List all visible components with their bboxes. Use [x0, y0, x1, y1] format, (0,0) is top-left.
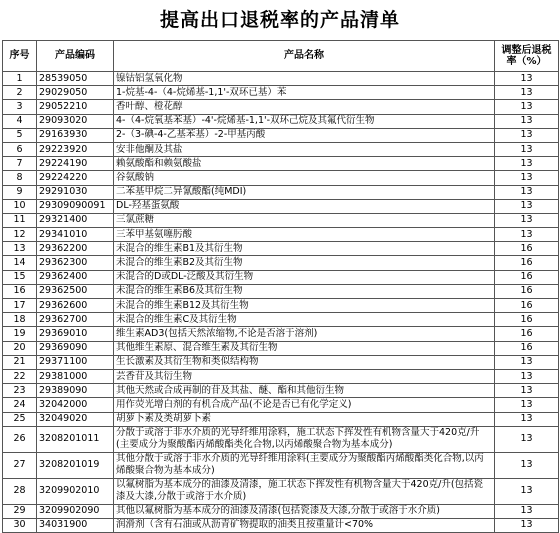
cell-rate: 13	[495, 426, 559, 452]
cell-rate: 13	[495, 518, 559, 532]
cell-code: 29291030	[37, 185, 114, 199]
cell-code: 29362300	[37, 256, 114, 270]
cell-seq: 12	[3, 228, 37, 242]
cell-seq: 9	[3, 185, 37, 199]
cell-rate: 13	[495, 384, 559, 398]
table-row	[3, 270, 559, 284]
table-row	[3, 213, 559, 227]
cell-name: 芸香苷及其衍生物	[114, 369, 495, 383]
cell-code: 29371100	[37, 355, 114, 369]
cell-name: 其他维生素原、混合维生素及其衍生物	[114, 341, 495, 355]
cell-code: 29362200	[37, 242, 114, 256]
cell-rate: 13	[495, 171, 559, 185]
cell-seq: 21	[3, 355, 37, 369]
cell-seq: 2	[3, 86, 37, 100]
cell-code: 3208201019	[37, 452, 114, 478]
cell-seq: 25	[3, 412, 37, 426]
table-row	[3, 478, 559, 504]
cell-seq: 13	[3, 242, 37, 256]
cell-code: 29381000	[37, 369, 114, 383]
cell-name: 未混合的维生素B6及其衍生物	[114, 284, 495, 298]
table-row	[3, 228, 559, 242]
cell-name: 1-烷基-4-（4-烷烯基-1,1'-双环已基）苯	[114, 86, 495, 100]
cell-name: 未混合的维生素B12及其衍生物	[114, 299, 495, 313]
cell-rate: 13	[495, 369, 559, 383]
cell-code: 29362700	[37, 313, 114, 327]
cell-name: 三氯蔗糖	[114, 213, 495, 227]
cell-seq: 18	[3, 313, 37, 327]
table-row	[3, 256, 559, 270]
cell-seq: 6	[3, 142, 37, 156]
table-row	[3, 171, 559, 185]
cell-code: 29224220	[37, 171, 114, 185]
table-row	[3, 142, 559, 156]
cell-name: 2-（3-碘-4-乙基苯基）-2-甲基丙酸	[114, 128, 495, 142]
cell-rate: 13	[495, 100, 559, 114]
cell-seq: 3	[3, 100, 37, 114]
cell-rate: 16	[495, 299, 559, 313]
table-row	[3, 242, 559, 256]
table-row	[3, 199, 559, 213]
cell-name: 未混合的D或DL-泛酸及其衍生物	[114, 270, 495, 284]
cell-seq: 24	[3, 398, 37, 412]
table-row	[3, 327, 559, 341]
cell-rate: 16	[495, 313, 559, 327]
cell-rate: 13	[495, 452, 559, 478]
cell-name: 生长激素及其衍生物和类似结构物	[114, 355, 495, 369]
cell-name: 分散于或溶于非水介质的光导纤维用涂料，施工状态下挥发性有机物含量大于420克/升(主要成分为聚酸酯丙烯酸酯类化合物,以丙烯酸聚合物为基本成分)	[114, 426, 495, 452]
cell-code: 29321400	[37, 213, 114, 227]
cell-name: 维生素AD3(包括天然浓缩物,不论是否溶于溶剂)	[114, 327, 495, 341]
cell-seq: 10	[3, 199, 37, 213]
cell-seq: 22	[3, 369, 37, 383]
cell-name: 香叶醇、橙花醇	[114, 100, 495, 114]
cell-name: 其他分散于或溶于非水介质的光导纤维用涂料(主要成分为聚酸酯丙烯酸酯类化合物,以丙烯酸聚合物为基本成分)	[114, 452, 495, 478]
table-row	[3, 426, 559, 452]
cell-rate: 13	[495, 478, 559, 504]
cell-code: 29093020	[37, 114, 114, 128]
cell-name: 其他以氟树脂为基本成分的油漆及清漆(包括瓷漆及大漆,分散于或溶于水介质)	[114, 504, 495, 518]
product-table	[2, 40, 559, 533]
table-row	[3, 398, 559, 412]
cell-seq: 30	[3, 518, 37, 532]
table-row	[3, 72, 559, 86]
cell-code: 3208201011	[37, 426, 114, 452]
table-row	[3, 284, 559, 298]
cell-name: 未混合的维生素B1及其衍生物	[114, 242, 495, 256]
cell-name: 润滑剂（含有石油或从沥青矿物提取的油类且按重量计<70%	[114, 518, 495, 532]
table-row	[3, 412, 559, 426]
cell-name: 未混合的维生素C及其衍生物	[114, 313, 495, 327]
table-row	[3, 313, 559, 327]
cell-seq: 5	[3, 128, 37, 142]
table-row	[3, 355, 559, 369]
cell-rate: 13	[495, 199, 559, 213]
cell-rate: 13	[495, 185, 559, 199]
cell-seq: 27	[3, 452, 37, 478]
cell-code: 29341010	[37, 228, 114, 242]
table-row	[3, 341, 559, 355]
cell-rate: 13	[495, 72, 559, 86]
cell-name: 未混合的维生素B2及其衍生物	[114, 256, 495, 270]
table-row	[3, 86, 559, 100]
cell-name: DL-羟基蛋氨酸	[114, 199, 495, 213]
cell-code: 32042000	[37, 398, 114, 412]
cell-seq: 8	[3, 171, 37, 185]
cell-seq: 16	[3, 284, 37, 298]
header-rate: 调整后退税率（%）	[495, 41, 559, 72]
cell-code: 29163930	[37, 128, 114, 142]
table-row	[3, 100, 559, 114]
page-title: 提高出口退税率的产品清单	[159, 9, 400, 31]
cell-seq: 7	[3, 157, 37, 171]
header-seq: 序号	[3, 41, 37, 72]
cell-name: 三苯甲基氨噻肟酸	[114, 228, 495, 242]
cell-name: 镍钴铝氢氧化物	[114, 72, 495, 86]
cell-rate: 16	[495, 242, 559, 256]
cell-rate: 13	[495, 398, 559, 412]
cell-rate: 13	[495, 128, 559, 142]
cell-rate: 13	[495, 86, 559, 100]
cell-rate: 16	[495, 270, 559, 284]
table-row	[3, 518, 559, 532]
cell-code: 34031900	[37, 518, 114, 532]
cell-code: 29362400	[37, 270, 114, 284]
cell-code: 32049020	[37, 412, 114, 426]
cell-seq: 4	[3, 114, 37, 128]
cell-code: 29029050	[37, 86, 114, 100]
cell-seq: 20	[3, 341, 37, 355]
cell-rate: 13	[495, 157, 559, 171]
cell-rate: 16	[495, 284, 559, 298]
cell-name: 其他天然或合成再制的苷及其盐、醚、酯和其他衍生物	[114, 384, 495, 398]
cell-name: 4-（4-烷氧基苯基）-4'-烷烯基-1,1'-双环己烷及其氟代衍生物	[114, 114, 495, 128]
header-name: 产品名称	[114, 41, 495, 72]
cell-rate: 13	[495, 355, 559, 369]
cell-code: 29052210	[37, 100, 114, 114]
cell-code: 29309090091	[37, 199, 114, 213]
cell-code: 3209902090	[37, 504, 114, 518]
cell-name: 二苯基甲烷二异氰酸酯(纯MDI)	[114, 185, 495, 199]
table-row	[3, 185, 559, 199]
cell-rate: 13	[495, 142, 559, 156]
cell-name: 赖氨酸酯和赖氨酸盐	[114, 157, 495, 171]
cell-code: 29223920	[37, 142, 114, 156]
table-body	[3, 72, 559, 533]
table-row	[3, 504, 559, 518]
cell-seq: 28	[3, 478, 37, 504]
cell-seq: 17	[3, 299, 37, 313]
cell-name: 胡萝卜素及类胡萝卜素	[114, 412, 495, 426]
cell-code: 28539050	[37, 72, 114, 86]
table-row	[3, 369, 559, 383]
cell-code: 29362500	[37, 284, 114, 298]
cell-name: 安非他酮及其盐	[114, 142, 495, 156]
cell-rate: 13	[495, 114, 559, 128]
cell-code: 3209902010	[37, 478, 114, 504]
table-header-row	[3, 41, 559, 72]
cell-rate: 13	[495, 228, 559, 242]
table-row	[3, 452, 559, 478]
cell-code: 29369090	[37, 341, 114, 355]
cell-code: 29389090	[37, 384, 114, 398]
cell-code: 29224190	[37, 157, 114, 171]
table-row	[3, 157, 559, 171]
cell-rate: 16	[495, 327, 559, 341]
cell-seq: 15	[3, 270, 37, 284]
cell-name: 用作荧光增白剂的有机合成产品(不论是否已有化学定义)	[114, 398, 495, 412]
cell-rate: 13	[495, 412, 559, 426]
cell-seq: 19	[3, 327, 37, 341]
cell-seq: 11	[3, 213, 37, 227]
table-row	[3, 299, 559, 313]
cell-rate: 13	[495, 504, 559, 518]
cell-rate: 16	[495, 256, 559, 270]
table-row	[3, 128, 559, 142]
table-row	[3, 114, 559, 128]
cell-name: 谷氨酸钠	[114, 171, 495, 185]
cell-seq: 26	[3, 426, 37, 452]
cell-code: 29362600	[37, 299, 114, 313]
cell-seq: 1	[3, 72, 37, 86]
header-code: 产品编码	[37, 41, 114, 72]
cell-seq: 14	[3, 256, 37, 270]
cell-rate: 16	[495, 341, 559, 355]
table-row	[3, 384, 559, 398]
cell-rate: 13	[495, 213, 559, 227]
cell-seq: 29	[3, 504, 37, 518]
cell-code: 29369010	[37, 327, 114, 341]
cell-seq: 23	[3, 384, 37, 398]
cell-name: 以氟树脂为基本成分的油漆及清漆，施工状态下挥发性有机物含量大于420克/升(包括瓷漆及大漆,分散于或溶于水介质)	[114, 478, 495, 504]
